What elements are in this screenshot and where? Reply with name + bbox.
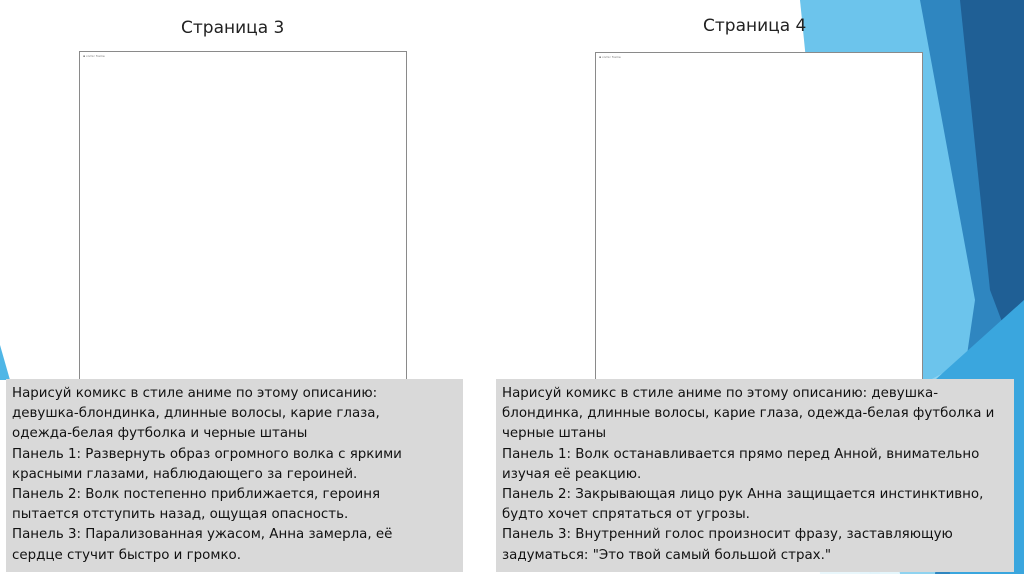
- page-title-4: Страница 4: [703, 16, 807, 36]
- description-line: одежда-белая футболка и черные штаны: [12, 426, 308, 442]
- description-line: Панель 2: Волк постепенно приближается, героиня: [12, 487, 381, 503]
- comic-frame-page-3[interactable]: [79, 51, 407, 381]
- description-line: черные штаны: [502, 426, 607, 442]
- comic-frame-page-4[interactable]: [595, 52, 923, 382]
- description-line: будто хочет спрятаться от угрозы.: [502, 507, 750, 523]
- frame-corner-mark: ▪ comic frame: [83, 54, 105, 58]
- description-line: Панель 3: Парализованная ужасом, Анна замерла, её: [12, 527, 393, 543]
- description-line: блондинка, длинные волосы, карие глаза, одежда-белая футболка и: [502, 406, 995, 422]
- description-line: Панель 1: Волк останавливается прямо перед Анной, внимательно: [502, 446, 980, 462]
- description-line: Панель 1: Развернуть образ огромного волка с яркими: [12, 446, 402, 462]
- page-title-3: Страница 3: [181, 18, 285, 38]
- description-box-page-3[interactable]: [6, 379, 463, 572]
- description-line: девушка-блондинка, длинные волосы, карие глаза,: [12, 406, 380, 422]
- description-line: красными глазами, наблюдающего за героиней.: [12, 466, 358, 482]
- description-line: Панель 2: Закрывающая лицо рук Анна защищается инстинктивно,: [502, 487, 984, 503]
- left-accent-shape: [0, 345, 10, 380]
- description-line: Нарисуй комикс в стиле аниме по этому описанию:: [12, 386, 378, 401]
- description-line: Нарисуй комикс в стиле аниме по этому описанию: девушка-: [502, 386, 939, 401]
- description-box-page-4[interactable]: [496, 379, 1014, 572]
- description-line: Панель 3: Внутренний голос произносит фразу, заставляющую: [502, 527, 953, 543]
- description-line: изучая её реакцию.: [502, 466, 642, 482]
- description-line: задуматься: "Это твой самый большой страх.": [502, 547, 832, 563]
- description-line: сердце стучит быстро и громко.: [12, 547, 241, 563]
- description-line: пытается отступить назад, ощущая опасность.: [12, 507, 349, 523]
- frame-corner-mark: ▪ comic frame: [599, 55, 621, 59]
